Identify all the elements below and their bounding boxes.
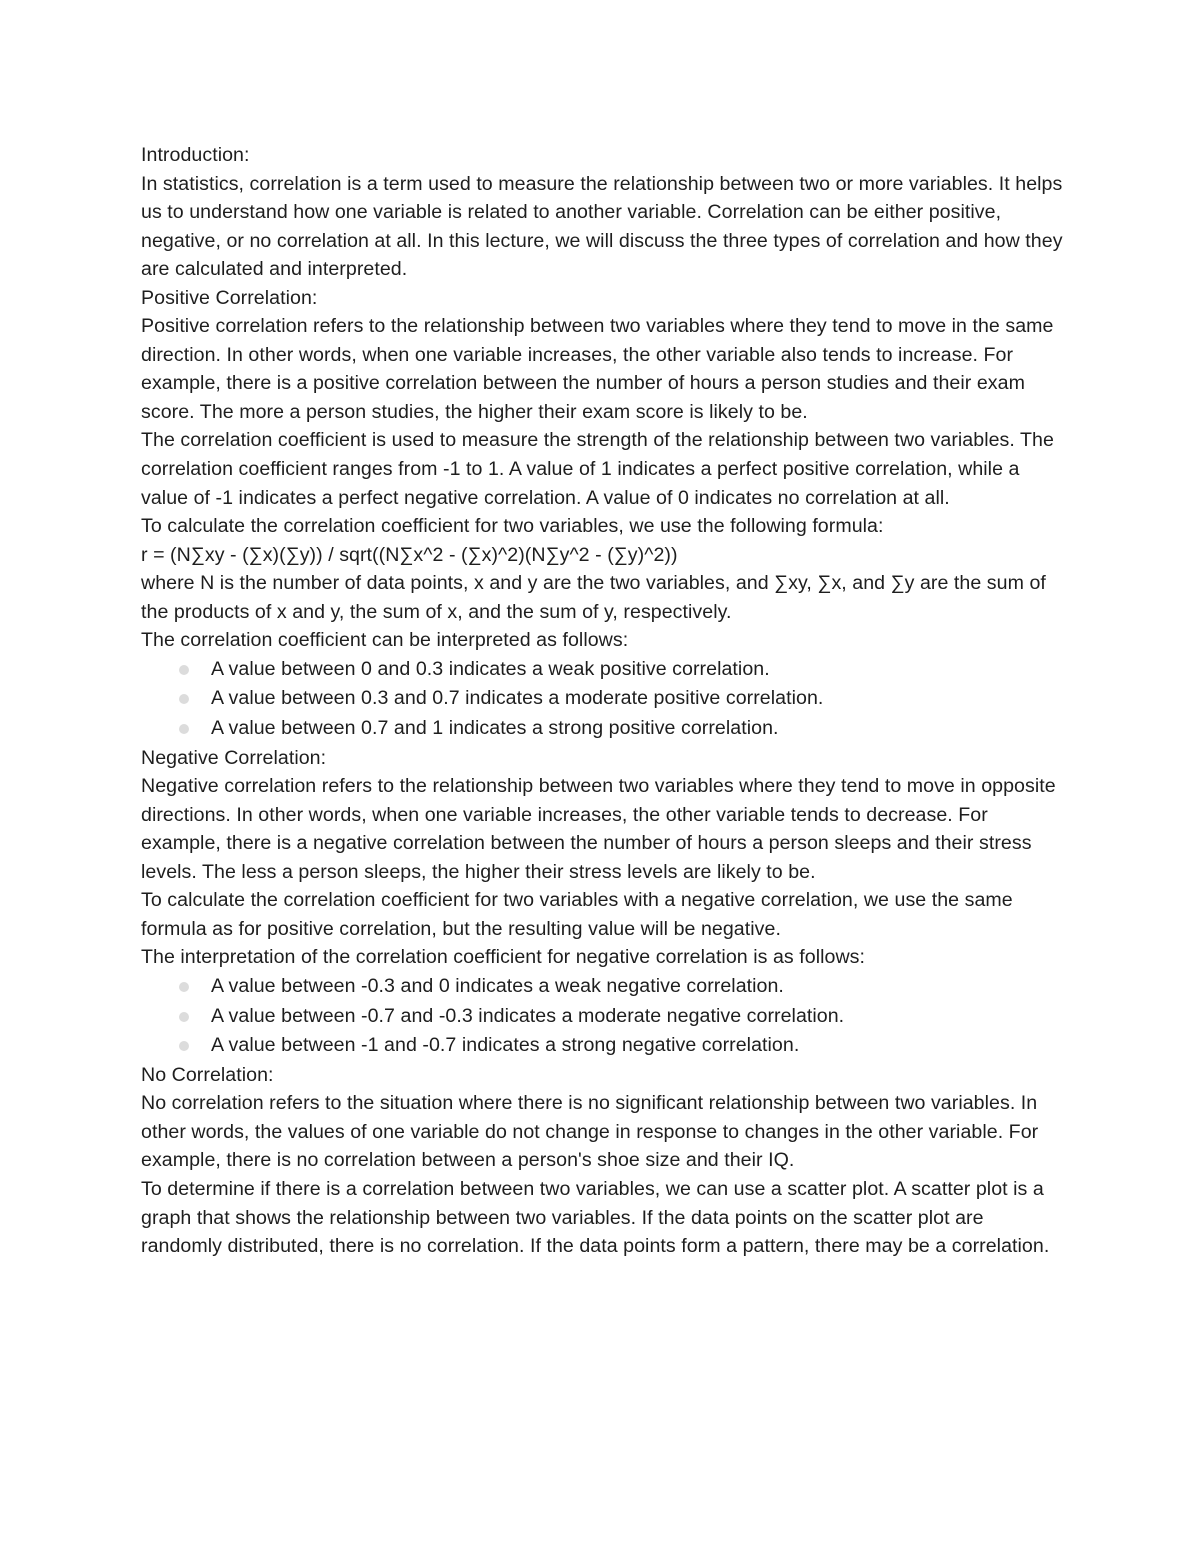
positive-interpretation-list xyxy=(141,655,1066,744)
negative-heading: Negative Correlation: xyxy=(141,746,327,769)
list-item xyxy=(141,684,1066,714)
list-item-text: A value between 0.7 and 1 indicates a strong positive correlation. xyxy=(211,717,779,740)
bullet-icon xyxy=(179,1012,189,1022)
list-item-text: A value between -0.3 and 0 indicates a weak negative correlation. xyxy=(211,975,784,997)
positive-paragraph-definition: Positive correlation refers to the relationship between two variables where they tend to move in the same direction. In other words, when one variable increases, the other variable also tends to increase. For example, there is a positive correlation between the number of hours a person studies and their exam score. The more a person studies, the higher their exam score is likely to be. xyxy=(141,315,1054,423)
positive-heading: Positive Correlation: xyxy=(141,286,318,309)
no-correlation-heading: No Correlation: xyxy=(141,1063,274,1086)
list-item-text: A value between -1 and -0.7 indicates a strong negative correlation. xyxy=(211,1034,800,1057)
positive-paragraph-coefficient: The correlation coefficient is used to measure the strength of the relationship between two variables. The correlation coefficient ranges from -1 to 1. A value of 1 indicates a perfect positive correlation, while a value of -1 indicates a perfect negative correlation. A value of 0 indicates no correlation at all. xyxy=(141,429,1054,509)
list-item xyxy=(141,1031,1066,1061)
bullet-icon xyxy=(179,1041,189,1051)
intro-paragraph: In statistics, correlation is a term used to measure the relationship between two or more variables. It helps us to understand how one variable is related to another variable. Correlation can be either positive, negative, or no correlation at all. In this lecture, we will discuss the three types of correlation and how they are calculated and interpreted. xyxy=(141,172,1063,281)
bullet-icon xyxy=(179,724,189,734)
bullet-icon xyxy=(179,665,189,675)
no-correlation-paragraph-scatter: To determine if there is a correlation between two variables, we can use a scatter plot. A scatter plot is a graph that shows the relationship between two variables. If the data points on the scatter plot are randomly distributed, there is no correlation. If the data points form a pattern, there may be a correlation. xyxy=(141,1177,1050,1258)
document-body xyxy=(141,141,1066,1261)
positive-paragraph-formula-intro: To calculate the correlation coefficient for two variables, we use the following formula: xyxy=(141,515,884,538)
bullet-icon xyxy=(179,982,189,992)
positive-paragraph-formula-explanation: where N is the number of data points, x and y are the two variables, and ∑xy, ∑x, and ∑y are the sum of the products of x and y, the sum of x, and the sum of y, respectively. xyxy=(141,572,1046,623)
negative-interpretation-intro: The interpretation of the correlation coefficient for negative correlation is as follows: xyxy=(141,946,865,969)
bullet-icon xyxy=(179,694,189,704)
correlation-formula: r = (N∑xy - (∑x)(∑y)) / sqrt((N∑x^2 - (∑x)^2)(N∑y^2 - (∑y)^2)) xyxy=(141,543,678,566)
positive-interpretation-intro: The correlation coefficient can be interpreted as follows: xyxy=(141,629,629,652)
negative-paragraph-definition: Negative correlation refers to the relationship between two variables where they tend to move in opposite directions. In other words, when one variable increases, the other variable tends to decrease. For example, there is a negative correlation between the number of hours a person sleeps and their stress levels. The less a person sleeps, the higher their stress levels are likely to be. xyxy=(141,775,1056,883)
list-item-text: A value between 0 and 0.3 indicates a weak positive correlation. xyxy=(211,657,770,680)
negative-interpretation-list xyxy=(141,972,1066,1061)
list-item xyxy=(141,714,1066,744)
negative-paragraph-calculation: To calculate the correlation coefficient for two variables with a negative correlation, we use the same formula as for positive correlation, but the resulting value will be negative. xyxy=(141,889,1013,940)
list-item-text: A value between 0.3 and 0.7 indicates a moderate positive correlation. xyxy=(211,687,824,710)
list-item xyxy=(141,1002,1066,1032)
intro-heading: Introduction: xyxy=(141,144,250,166)
list-item-text: A value between -0.7 and -0.3 indicates a moderate negative correlation. xyxy=(211,1004,845,1027)
no-correlation-paragraph-definition: No correlation refers to the situation where there is no significant relationship between two variables. In other words, the values of one variable do not change in response to changes in the other variable. For example, there is no correlation between a person's shoe size and their IQ. xyxy=(141,1092,1039,1172)
list-item xyxy=(141,972,1066,1002)
list-item xyxy=(141,655,1066,685)
